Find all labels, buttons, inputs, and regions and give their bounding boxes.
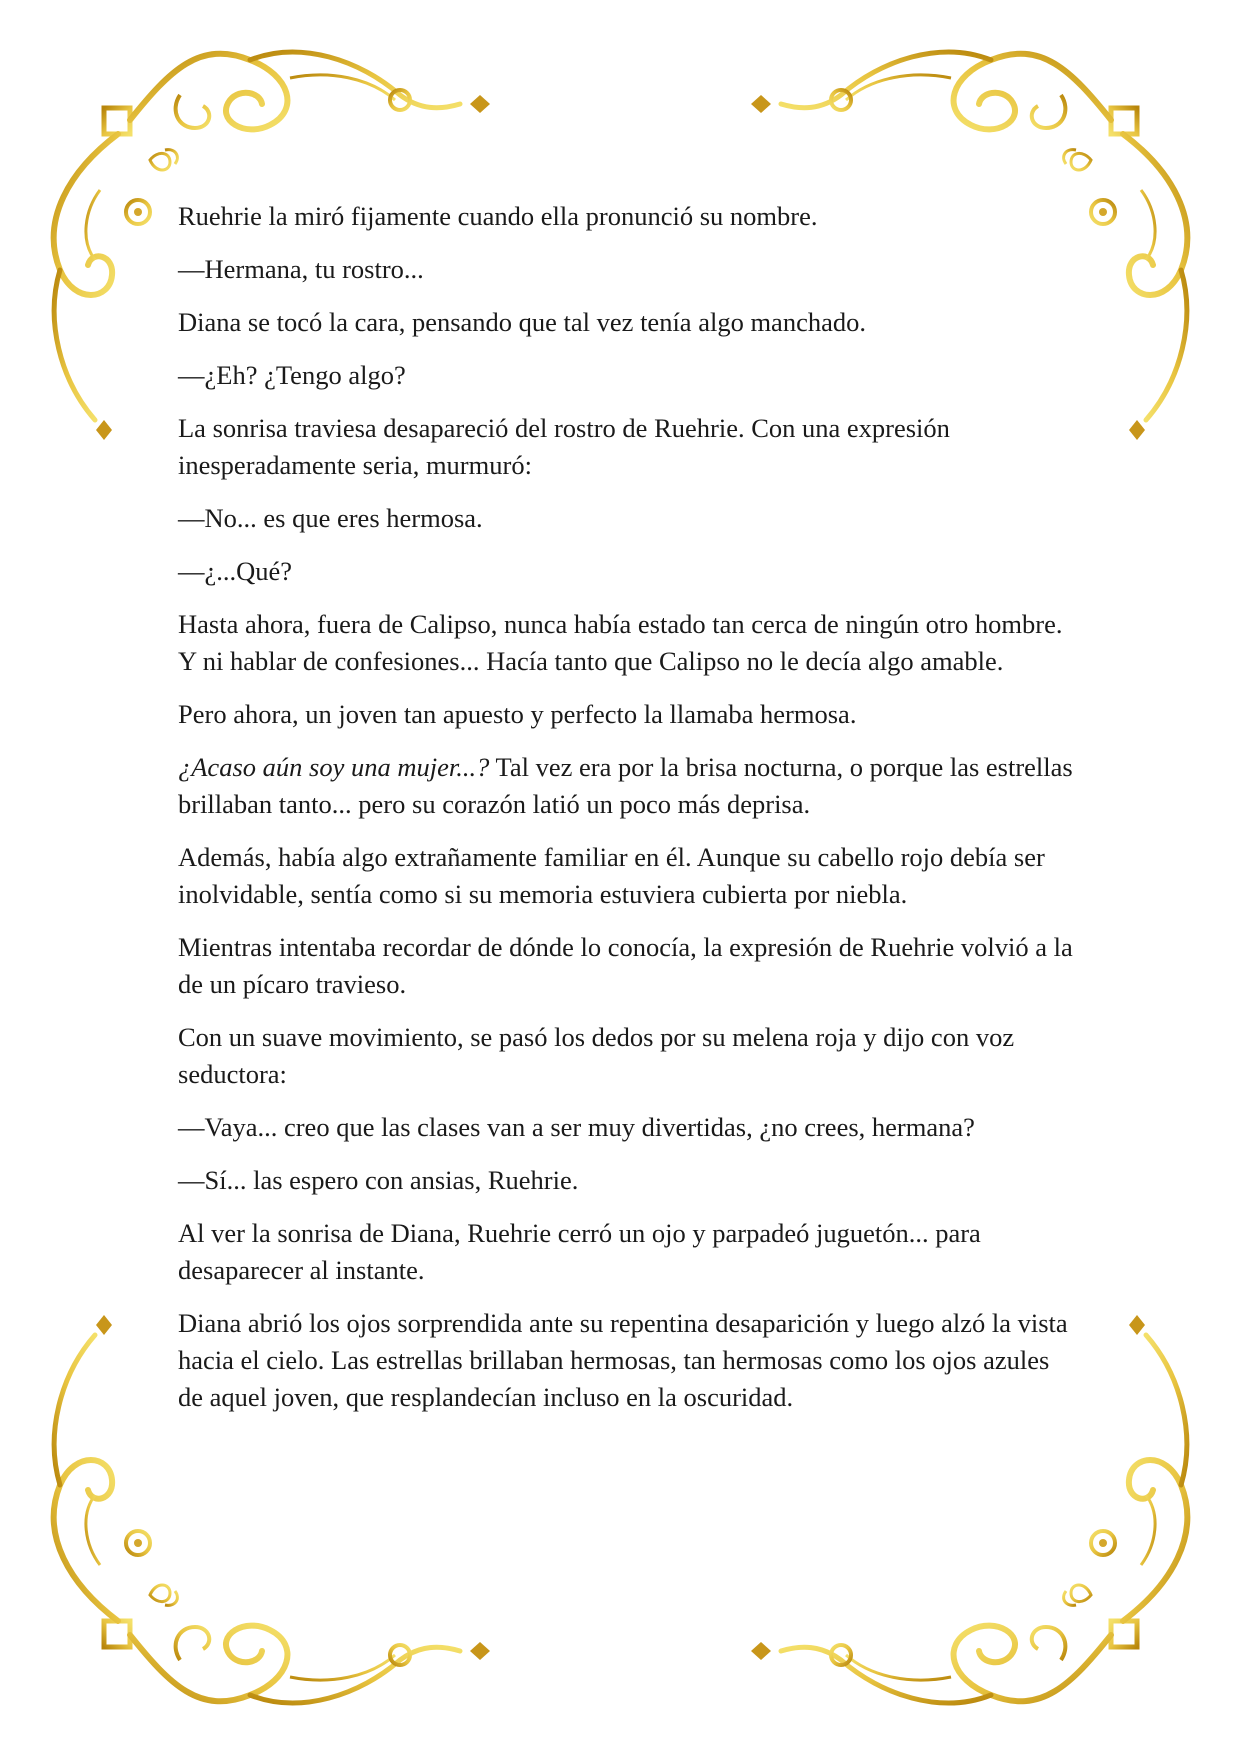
paragraph-2: —Hermana, tu rostro... <box>178 254 424 284</box>
paragraph-14: —Vaya... creo que las clases van a ser muy divertidas, ¿no crees, hermana? <box>178 1112 975 1142</box>
paragraph-16: Al ver la sonrisa de Diana, Ruehrie cerró un ojo y parpadeó juguetón... para desaparecer al instante. <box>178 1218 981 1285</box>
paragraph-8: Hasta ahora, fuera de Calipso, nunca había estado tan cerca de ningún otro hombre. Y ni hablar de confesiones... Hacía tanto que Calipso no le decía algo amable. <box>178 609 1063 676</box>
paragraph-12: Mientras intentaba recordar de dónde lo conocía, la expresión de Ruehrie volvió a la de un pícaro travieso. <box>178 932 1073 999</box>
paragraph-10-text: Tal vez era por la brisa nocturna, o porque las estrellas brillaban tanto... pero su corazón latió un poco más deprisa. <box>178 752 1073 819</box>
paragraph-3: Diana se tocó la cara, pensando que tal vez tenía algo manchado. <box>178 307 866 337</box>
paragraph-15: —Sí... las espero con ansias, Ruehrie. <box>178 1165 579 1195</box>
paragraph-7: —¿...Qué? <box>178 556 293 586</box>
paragraph-6: —No... es que eres hermosa. <box>178 503 483 533</box>
paragraph-1: Ruehrie la miró fijamente cuando ella pronunció su nombre. <box>178 201 818 231</box>
story-text <box>178 198 1078 1432</box>
italic-thought: ¿Acaso aún soy una mujer...? <box>178 752 490 782</box>
paragraph-9: Pero ahora, un joven tan apuesto y perfecto la llamaba hermosa. <box>178 699 857 729</box>
paragraph-4: —¿Eh? ¿Tengo algo? <box>178 360 406 390</box>
paragraph-10 <box>178 749 1078 823</box>
paragraph-17: Diana abrió los ojos sorprendida ante su repentina desaparición y luego alzó la vista hacia el cielo. Las estrellas brillaban hermosas, tan hermosas como los ojos azules de aquel joven, que resplandecían incluso en la oscuridad. <box>178 1308 1068 1412</box>
paragraph-13: Con un suave movimiento, se pasó los dedos por su melena roja y dijo con voz seductora: <box>178 1022 1015 1089</box>
paragraph-11: Además, había algo extrañamente familiar en él. Aunque su cabello rojo debía ser inolvidable, sentía como si su memoria estuviera cubierta por niebla. <box>178 842 1045 909</box>
paragraph-5: La sonrisa traviesa desapareció del rostro de Ruehrie. Con una expresión inesperadamente seria, murmuró: <box>178 413 950 480</box>
